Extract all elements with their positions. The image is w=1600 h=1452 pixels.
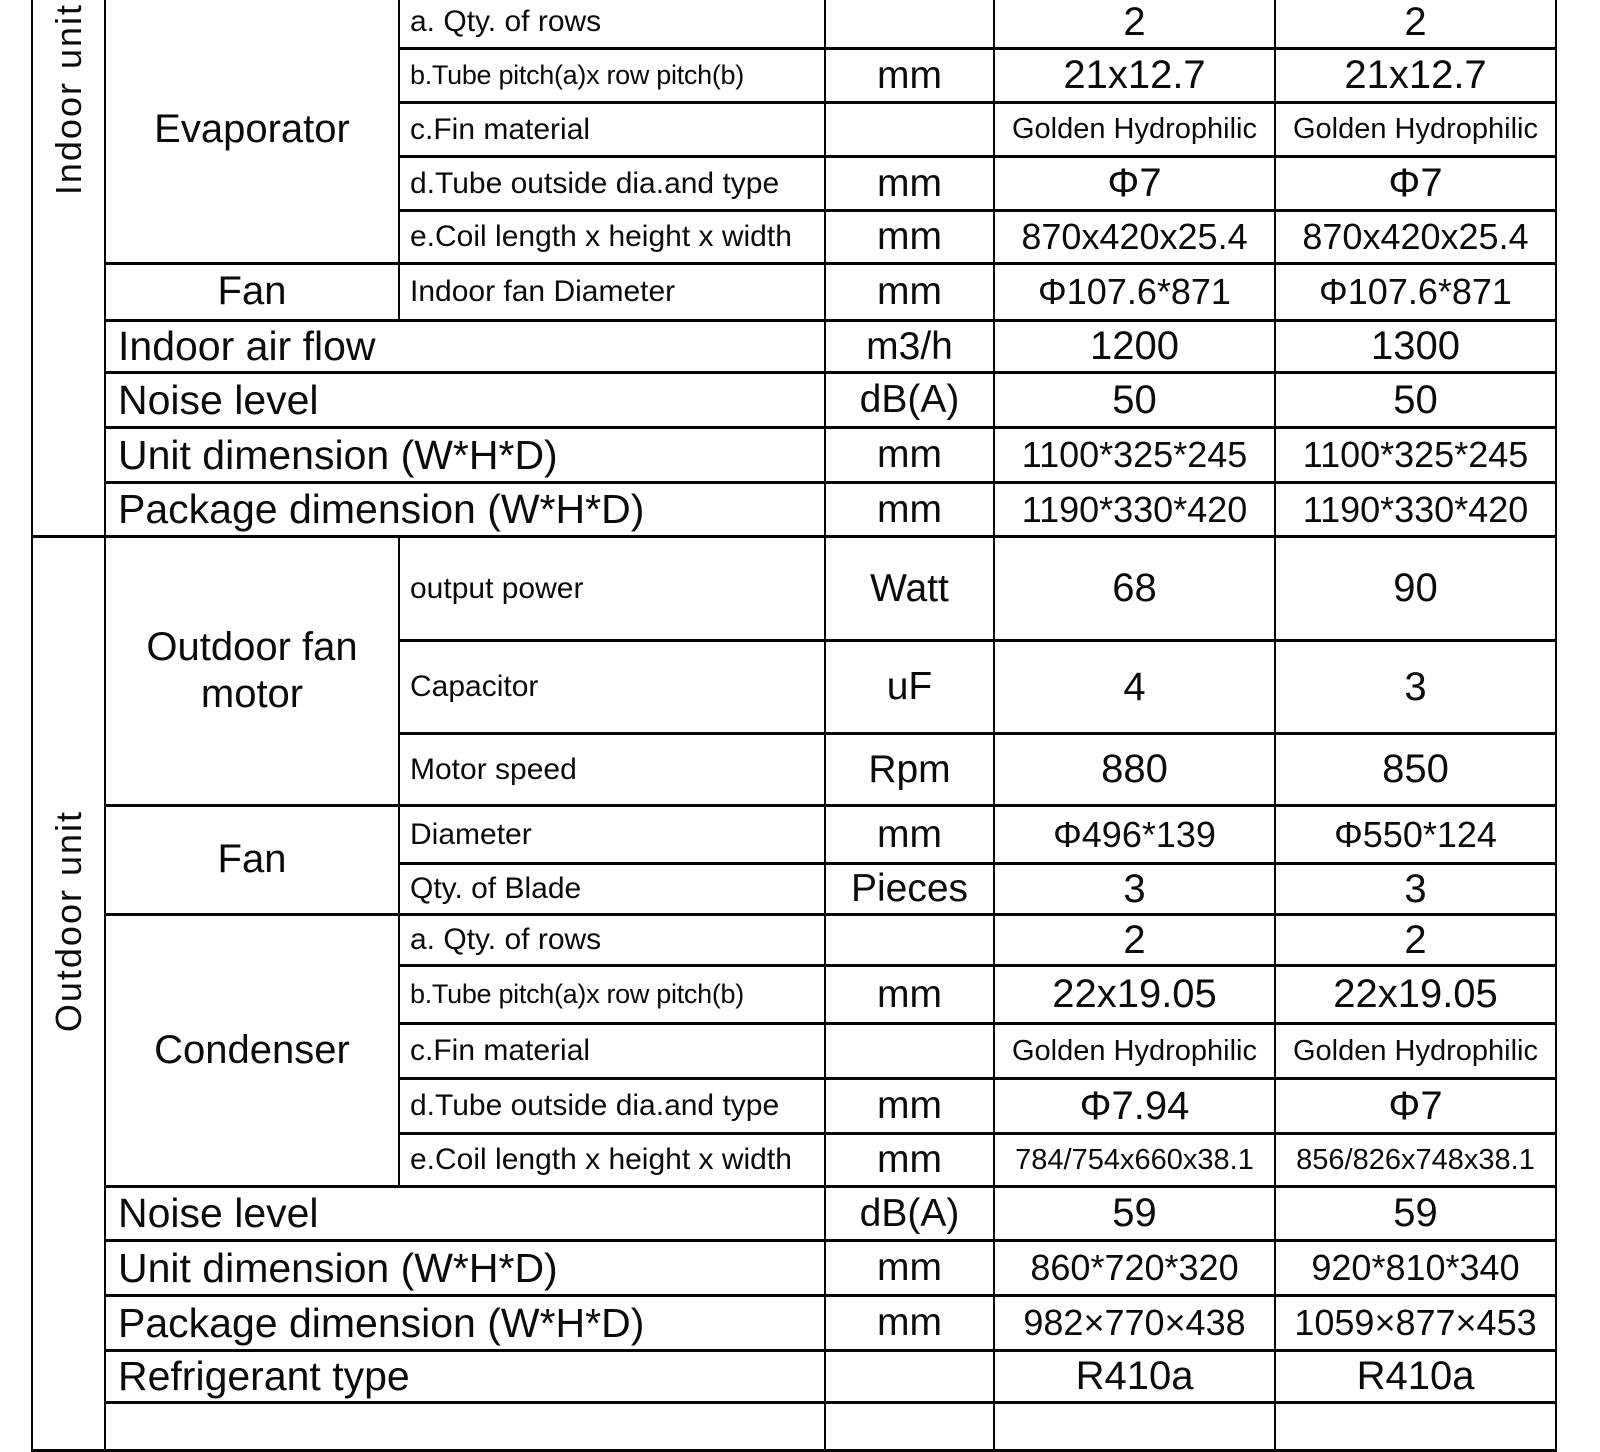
param-cell: e.Coil length x height x width (399, 1134, 825, 1187)
value-cell: Φ496*139 (994, 806, 1275, 864)
value-cell: 1300 (1275, 321, 1556, 373)
unit-cell (825, 0, 994, 49)
param-cell: Indoor fan Diameter (399, 264, 825, 321)
value-cell: 1190*330*420 (1275, 483, 1556, 537)
spec-table-wrap (31, 0, 1557, 1452)
value-cell (1275, 1403, 1556, 1451)
unit-cell (825, 1024, 994, 1079)
value-cell: 21x12.7 (994, 49, 1275, 103)
param-cell: b.Tube pitch(a)x row pitch(b) (399, 966, 825, 1024)
table-row (32, 321, 1556, 373)
value-cell: 4 (994, 641, 1275, 734)
value-cell: 22x19.05 (1275, 966, 1556, 1024)
row-label-cell: Package dimension (W*H*D) (105, 1296, 825, 1351)
value-cell: 856/826x748x38.1 (1275, 1134, 1556, 1187)
table-row (32, 264, 1556, 321)
value-cell: 2 (1275, 0, 1556, 49)
value-cell: 1059×877×453 (1275, 1296, 1556, 1351)
value-cell: Φ7 (1275, 1079, 1556, 1134)
row-label-cell: Unit dimension (W*H*D) (105, 428, 825, 483)
side-label-text: Indoor unit (47, 3, 89, 196)
unit-cell: mm (825, 1296, 994, 1351)
unit-cell: mm (825, 211, 994, 264)
value-cell: 1200 (994, 321, 1275, 373)
unit-cell: Watt (825, 537, 994, 641)
param-cell: Motor speed (399, 734, 825, 806)
row-label-cell (105, 1403, 825, 1451)
value-cell: 1100*325*245 (994, 428, 1275, 483)
value-cell: 2 (994, 915, 1275, 966)
unit-cell: mm (825, 1079, 994, 1134)
value-cell: 59 (1275, 1187, 1556, 1241)
spec-table-body (32, 0, 1556, 1451)
value-cell: R410a (994, 1351, 1275, 1403)
unit-cell: mm (825, 483, 994, 537)
row-label-cell: Unit dimension (W*H*D) (105, 1241, 825, 1296)
row-label-cell: Refrigerant type (105, 1351, 825, 1403)
value-cell: 2 (994, 0, 1275, 49)
value-cell: 2 (1275, 915, 1556, 966)
value-cell: 90 (1275, 537, 1556, 641)
param-cell: output power (399, 537, 825, 641)
value-cell: 3 (1275, 864, 1556, 915)
param-cell: c.Fin material (399, 103, 825, 157)
unit-cell: mm (825, 806, 994, 864)
unit-cell: mm (825, 157, 994, 211)
value-cell: Φ107.6*871 (994, 264, 1275, 321)
unit-cell: mm (825, 1134, 994, 1187)
unit-cell: mm (825, 428, 994, 483)
value-cell: 1190*330*420 (994, 483, 1275, 537)
param-cell: a. Qty. of rows (399, 915, 825, 966)
table-row (32, 1403, 1556, 1451)
value-cell: 21x12.7 (1275, 49, 1556, 103)
side-label (32, 0, 105, 537)
value-cell: 784/754x660x38.1 (994, 1134, 1275, 1187)
param-cell: e.Coil length x height x width (399, 211, 825, 264)
value-cell: Φ7 (994, 157, 1275, 211)
param-cell: Qty. of Blade (399, 864, 825, 915)
table-row (32, 1351, 1556, 1403)
table-row (32, 373, 1556, 428)
row-label-cell: Indoor air flow (105, 321, 825, 373)
table-row (32, 0, 1556, 49)
unit-cell: mm (825, 264, 994, 321)
value-cell: R410a (1275, 1351, 1556, 1403)
param-cell: Capacitor (399, 641, 825, 734)
unit-cell: Rpm (825, 734, 994, 806)
category-cell: Evaporator (105, 0, 399, 264)
value-cell: Φ7.94 (994, 1079, 1275, 1134)
value-cell: 982×770×438 (994, 1296, 1275, 1351)
value-cell: 870x420x25.4 (1275, 211, 1556, 264)
table-row (32, 915, 1556, 966)
unit-cell (825, 1351, 994, 1403)
unit-cell: mm (825, 1241, 994, 1296)
unit-cell: mm (825, 966, 994, 1024)
value-cell: 1100*325*245 (1275, 428, 1556, 483)
value-cell: Golden Hydrophilic (994, 1024, 1275, 1079)
row-label-cell: Package dimension (W*H*D) (105, 483, 825, 537)
table-row (32, 483, 1556, 537)
spec-table (31, 0, 1557, 1452)
table-row (32, 537, 1556, 641)
table-row (32, 1241, 1556, 1296)
value-cell: 59 (994, 1187, 1275, 1241)
unit-cell: uF (825, 641, 994, 734)
row-label-cell: Noise level (105, 1187, 825, 1241)
param-cell: b.Tube pitch(a)x row pitch(b) (399, 49, 825, 103)
value-cell: 870x420x25.4 (994, 211, 1275, 264)
table-row (32, 428, 1556, 483)
table-row (32, 1296, 1556, 1351)
side-label (32, 537, 105, 1451)
unit-cell: mm (825, 49, 994, 103)
unit-cell (825, 1403, 994, 1451)
value-cell: 68 (994, 537, 1275, 641)
value-cell: 860*720*320 (994, 1241, 1275, 1296)
row-label-cell: Noise level (105, 373, 825, 428)
value-cell: Φ550*124 (1275, 806, 1556, 864)
value-cell: 920*810*340 (1275, 1241, 1556, 1296)
table-row (32, 1187, 1556, 1241)
unit-cell: Pieces (825, 864, 994, 915)
value-cell (994, 1403, 1275, 1451)
value-cell: 880 (994, 734, 1275, 806)
value-cell: 3 (1275, 641, 1556, 734)
param-cell: d.Tube outside dia.and type (399, 157, 825, 211)
unit-cell: dB(A) (825, 1187, 994, 1241)
value-cell: 50 (994, 373, 1275, 428)
value-cell: Φ107.6*871 (1275, 264, 1556, 321)
side-label-text: Outdoor unit (47, 810, 89, 1033)
unit-cell (825, 915, 994, 966)
unit-cell: dB(A) (825, 373, 994, 428)
param-cell: a. Qty. of rows (399, 0, 825, 49)
category-cell: Outdoor fan motor (105, 537, 399, 806)
value-cell: Φ7 (1275, 157, 1556, 211)
value-cell: 850 (1275, 734, 1556, 806)
table-row (32, 806, 1556, 864)
unit-cell: m3/h (825, 321, 994, 373)
param-cell: c.Fin material (399, 1024, 825, 1079)
value-cell: 3 (994, 864, 1275, 915)
category-cell: Fan (105, 264, 399, 321)
unit-cell (825, 103, 994, 157)
category-cell: Fan (105, 806, 399, 915)
value-cell: Golden Hydrophilic (994, 103, 1275, 157)
value-cell: 50 (1275, 373, 1556, 428)
category-cell: Condenser (105, 915, 399, 1187)
param-cell: Diameter (399, 806, 825, 864)
value-cell: Golden Hydrophilic (1275, 1024, 1556, 1079)
param-cell: d.Tube outside dia.and type (399, 1079, 825, 1134)
value-cell: 22x19.05 (994, 966, 1275, 1024)
value-cell: Golden Hydrophilic (1275, 103, 1556, 157)
